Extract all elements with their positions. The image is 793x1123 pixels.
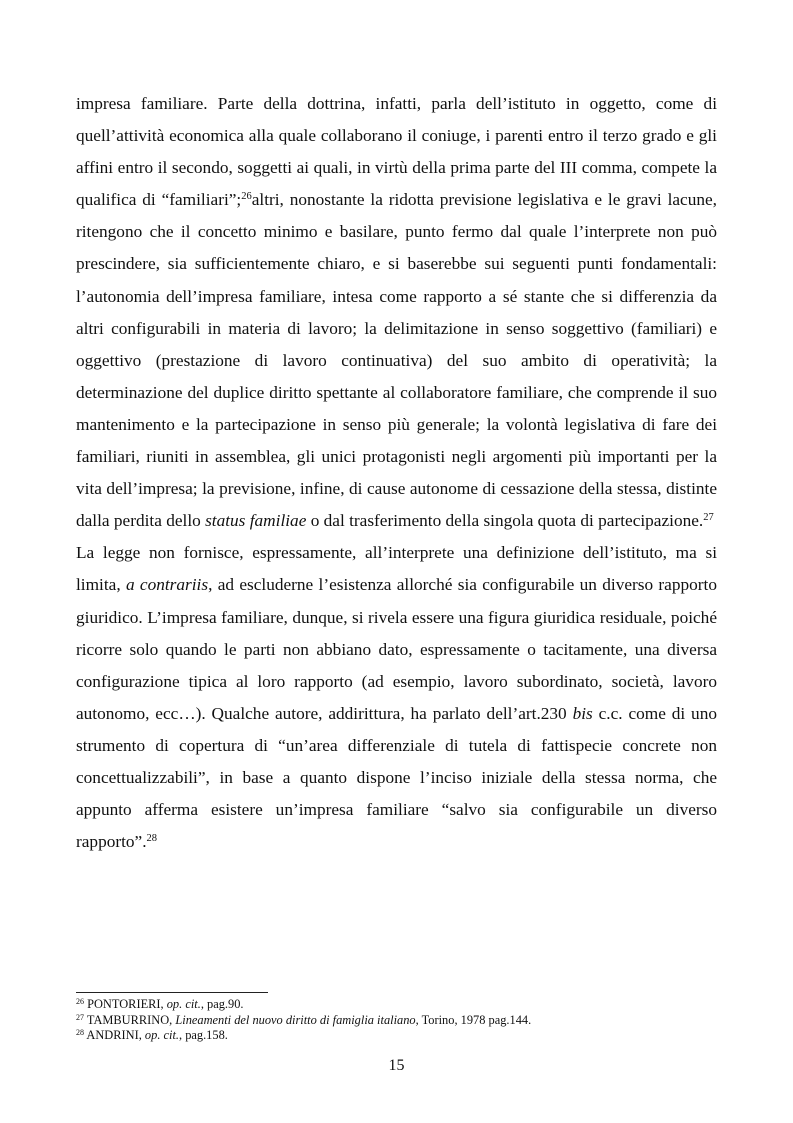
- footnote-details: , pag.90.: [200, 997, 244, 1011]
- paragraph-2-text-2: , ad escluderne l’esistenza allorché sia configurabile un diverso rapporto giuridico. L’impresa familiare, dunque, si rivela essere una figura giuridica residuale, poiché ricorre solo quando le parti non abbiano dato, espressamente o tacitamente, una diversa configurazione tipica al loro rapporto (ad esempio, lavoro subordinato, società, lavoro autonomo, ecc…). Qualche autore, addirittura, ha parlato dell’art.230: [76, 575, 717, 723]
- paragraph-2-text-3: c.c. come di uno strumento di copertura di “un’area differenziale di tutela di fattispecie concrete non concettualizzabili”, in base a quanto dispone l’inciso iniziale della stessa norma, che appunto afferma esistere un’impresa familiare “salvo sia configurabile un diverso rapporto”.: [76, 703, 717, 852]
- footnote-author: ANDRINI,: [84, 1028, 145, 1042]
- footnote-details: , pag.158.: [179, 1028, 228, 1042]
- footnote-title: op. cit.: [144, 1028, 179, 1042]
- footnote-separator: [76, 992, 268, 993]
- footnote-author: PONTORIERI,: [84, 997, 167, 1011]
- footnote-ref-26[interactable]: 26: [241, 191, 252, 203]
- paragraph-2-italic-a-contrariis: a contrariis: [125, 575, 209, 595]
- paragraph-1: [76, 88, 717, 537]
- footnote-title: op. cit.: [166, 997, 201, 1011]
- footnote-details: , Torino, 1978 pag.144.: [415, 1012, 532, 1027]
- footnote-number: 26: [76, 997, 84, 1006]
- paragraph-2: [76, 537, 717, 858]
- footnote-27: [76, 1013, 717, 1029]
- paragraph-2-italic-bis: bis: [572, 703, 593, 723]
- footnote-26: [76, 997, 717, 1013]
- footnote-ref-27[interactable]: 27: [703, 512, 714, 524]
- footnote-author: TAMBURRINO,: [84, 1012, 176, 1027]
- paragraph-2-text-1: La legge non fornisce, espressamente, all’interprete una definizione dell’istituto, ma si limita,: [76, 543, 717, 595]
- paragraph-1-italic-status-familiae: status familiae: [205, 511, 307, 531]
- footnote-title: Lineamenti del nuovo diritto di famiglia italiano: [175, 1012, 416, 1027]
- footnote-number: 27: [76, 1012, 84, 1022]
- page-number: 15: [388, 1057, 405, 1074]
- footnote-ref-28[interactable]: 28: [146, 833, 158, 845]
- footnotes-section: [76, 992, 717, 1044]
- page-body: [76, 88, 717, 858]
- paragraph-1-text-2: altri, nonostante la ridotta previsione legislativa e le gravi lacune, ritengono che il concetto minimo e basilare, punto fermo dal quale l’interprete non può prescindere, sia sufficientemente chiaro, e si baserebbe sui seguenti punti fondamentali: l’autonomia dell’impresa familiare, intesa come rapporto a sé stante che si differenzia da altri configurabili in materia di lavoro; la delimitazione in senso soggettivo (familiari) e oggettivo (prestazione di lavoro continuativa) del suo ambito di operatività; la determinazione del duplice diritto spettante al collaboratore familiare, che comprende il suo mantenimento e la partecipazione in senso più generale; la volontà legislativa di fare dei familiari, riuniti in assemblea, gli unici protagonisti negli argomenti più importanti per la vita dell’impresa; la previsione, infine, di cause autonome di cessazione della stessa, distinte dalla perdita dello: [76, 190, 717, 531]
- footnote-number: 28: [76, 1028, 84, 1037]
- paragraph-1-text-1: impresa familiare. Parte della dottrina, infatti, parla dell’istituto in oggetto, come di quell’attività economica alla quale collaborano il coniuge, i parenti entro il terzo grado e gli affini entro il secondo, soggetti ai quali, in virtù della prima parte del III comma, compete la qualifica di “familiari”;: [76, 94, 717, 210]
- paragraph-1-text-3: o dal trasferimento della singola quota di partecipazione.: [306, 511, 704, 531]
- footnote-28: [76, 1028, 717, 1044]
